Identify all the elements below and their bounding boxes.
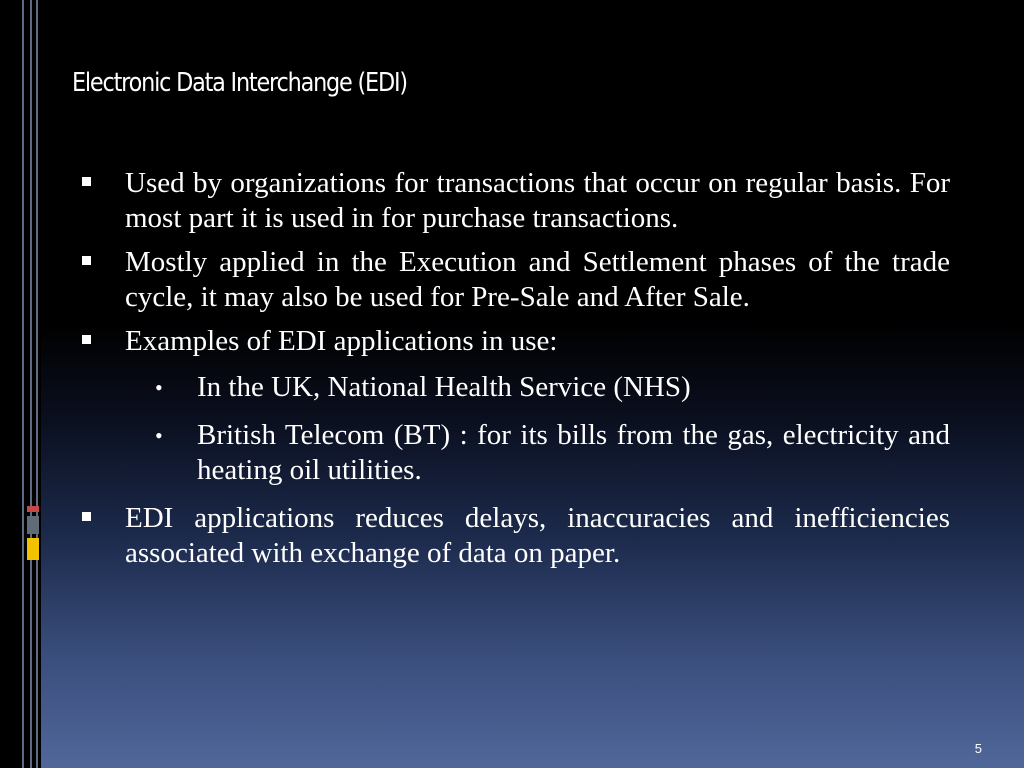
- slide-title: Electronic Data Interchange (EDI): [72, 68, 407, 98]
- bullet-item: [82, 501, 950, 571]
- dot-bullet-icon: •: [155, 375, 163, 400]
- decorative-line: [22, 0, 24, 768]
- square-bullet-icon: [82, 512, 91, 521]
- bullet-item: [82, 324, 950, 359]
- square-bullet-icon: [82, 177, 91, 186]
- bullet-item: [82, 166, 950, 236]
- decorative-line: [36, 0, 38, 768]
- slide-content: [82, 166, 950, 580]
- square-bullet-icon: [82, 335, 91, 344]
- decorative-block: [27, 516, 39, 534]
- bullet-text: Used by organizations for transactions that occur on regular basis. For most part it is used in for purchase transactions.: [125, 167, 950, 234]
- decorative-block: [27, 538, 39, 560]
- decorative-line: [30, 0, 32, 768]
- sub-bullet-text: British Telecom (BT) : for its bills from the gas, electricity and heating oil utilities.: [197, 419, 950, 486]
- bullet-item: [82, 245, 950, 315]
- square-bullet-icon: [82, 256, 91, 265]
- bullet-text: Examples of EDI applications in use:: [125, 325, 558, 357]
- bullet-text: Mostly applied in the Execution and Settlement phases of the trade cycle, it may also be used for Pre-Sale and After Sale.: [125, 246, 950, 313]
- dot-bullet-icon: •: [155, 423, 163, 448]
- sub-bullet-text: In the UK, National Health Service (NHS): [197, 371, 691, 403]
- page-number: 5: [974, 741, 982, 756]
- sub-bullet-item: [155, 418, 950, 488]
- decorative-block: [27, 506, 39, 512]
- bullet-text: EDI applications reduces delays, inaccuracies and inefficiencies associated with exchange of data on paper.: [125, 502, 950, 569]
- left-strip: [0, 0, 41, 768]
- sub-bullet-item: [155, 370, 950, 405]
